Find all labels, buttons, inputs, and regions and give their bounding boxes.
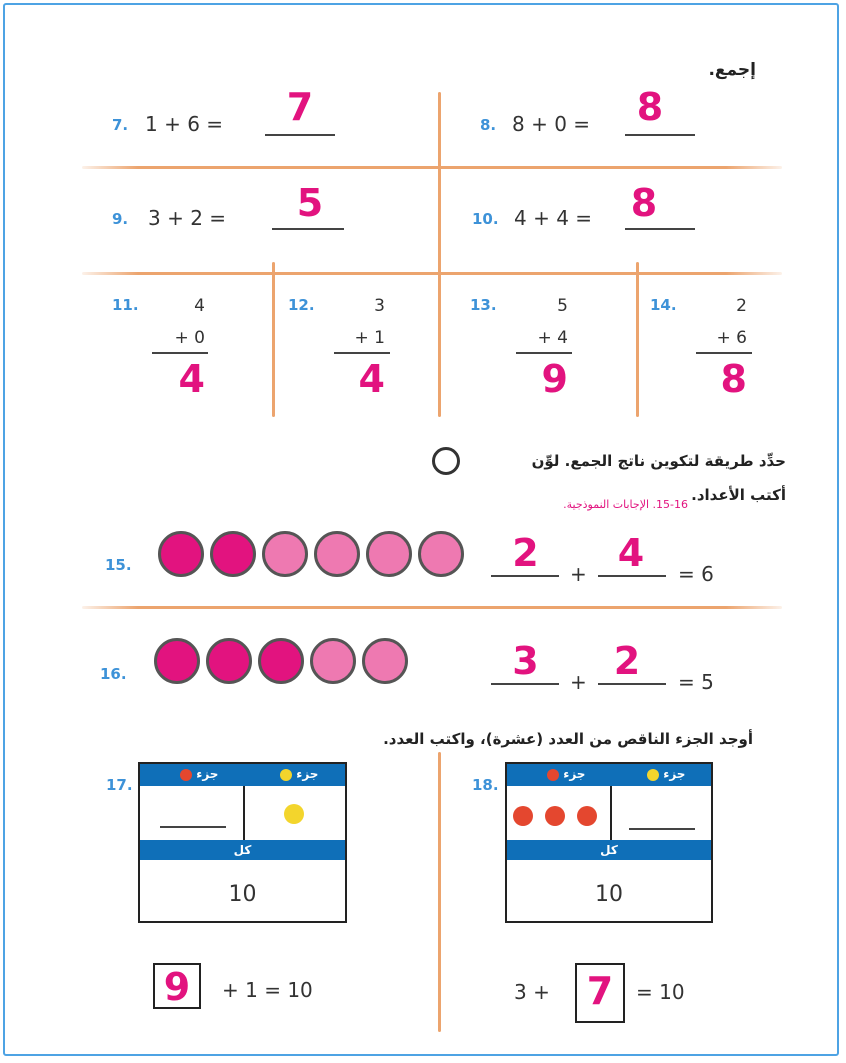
problem-14-line — [696, 352, 752, 354]
part-label-yellow: جزء — [647, 767, 685, 781]
problem-10-answer: 8 — [630, 181, 658, 225]
missing-part-instruction: أوجد الجزء الناقص من العدد (عشرة)، واكتب العدد. — [383, 730, 753, 748]
problem-9-number: 9. — [112, 210, 129, 228]
problem-9-blank — [272, 228, 344, 230]
problem-8-expression: 8 + 0 = — [512, 112, 591, 136]
problem-8-number: 8. — [480, 116, 497, 134]
problem-17-equation-rest: + 1 = 10 — [222, 978, 313, 1002]
divider-vertical-11-12 — [272, 262, 275, 417]
problem-17-number: 17. — [106, 776, 133, 794]
problem-7-number: 7. — [112, 116, 129, 134]
red-chip-icon — [547, 769, 559, 781]
problem-15-answer-a: 2 — [512, 531, 539, 575]
problem-16-answer-a: 3 — [512, 639, 539, 683]
counter-circle — [362, 638, 408, 684]
problem-16-blank-a — [491, 683, 559, 685]
divider-vertical-13-14 — [636, 262, 639, 417]
yellow-chip-icon — [647, 769, 659, 781]
counter-circle — [258, 638, 304, 684]
part-part-whole-18 — [505, 762, 713, 923]
problem-13-top: 5 — [557, 296, 568, 316]
problem-15-blank-a — [491, 575, 559, 577]
problem-10-expression: 4 + 4 = — [514, 206, 593, 230]
problem-15-blank-b — [598, 575, 666, 577]
problem-12-operand: + 1 — [354, 328, 385, 348]
counter-circle — [154, 638, 200, 684]
divider-vertical-bottom — [438, 752, 441, 1032]
whole-value: 10 — [595, 882, 623, 907]
red-chip — [545, 806, 565, 826]
problem-9-expression: 3 + 2 = — [148, 206, 227, 230]
problem-18-number: 18. — [472, 776, 499, 794]
problem-11-line — [152, 352, 208, 354]
counter-circle — [210, 531, 256, 577]
problem-16-number: 16. — [100, 665, 127, 683]
divider-vertical-top — [438, 92, 441, 270]
part-label-red: جزء — [180, 767, 218, 781]
problem-11-number: 11. — [112, 296, 139, 314]
whole-header: كل — [507, 840, 711, 860]
problem-15-total: = 6 — [678, 562, 714, 586]
part-part-whole-17 — [138, 762, 347, 923]
page-border — [3, 3, 839, 1056]
problem-15-number: 15. — [105, 556, 132, 574]
red-chip — [513, 806, 533, 826]
red-chip — [577, 806, 597, 826]
parts-header — [140, 764, 345, 786]
problem-8-answer: 8 — [636, 85, 664, 129]
counter-circle — [262, 531, 308, 577]
problem-8-blank — [625, 134, 695, 136]
problem-12-answer: 4 — [358, 357, 385, 401]
problem-13-line — [516, 352, 572, 354]
circle-icon — [432, 447, 460, 475]
problem-11-operand: + 0 — [174, 328, 205, 348]
counter-circle — [158, 531, 204, 577]
problem-10-blank — [625, 228, 695, 230]
divider-horizontal-2 — [82, 272, 782, 275]
problem-15-plus: + — [570, 562, 587, 586]
counter-circle — [366, 531, 412, 577]
problem-9-answer: 5 — [296, 181, 324, 225]
yellow-chip-icon — [280, 769, 292, 781]
whole-header: كل — [140, 840, 345, 860]
color-instruction: حدِّد طريقة لتكوين ناتج الجمع. لوِّن — [531, 452, 786, 470]
problem-10-number: 10. — [472, 210, 499, 228]
whole-value: 10 — [228, 882, 257, 907]
problem-13-answer: 9 — [541, 357, 568, 401]
problem-7-answer: 7 — [286, 85, 314, 129]
part-label-red: جزء — [547, 767, 585, 781]
problem-17-answer: 9 — [163, 965, 191, 1009]
problem-12-top: 3 — [374, 296, 385, 316]
counter-circle — [310, 638, 356, 684]
problem-11-answer: 4 — [178, 357, 205, 401]
problem-16-plus: + — [570, 670, 587, 694]
problem-16-blank-b — [598, 683, 666, 685]
counter-circle — [206, 638, 252, 684]
sample-answers-note: 15-16. الإجابات النموذجية. — [563, 498, 688, 511]
counter-circle — [418, 531, 464, 577]
part-label-yellow: جزء — [280, 767, 318, 781]
problem-11-top: 4 — [194, 296, 205, 316]
missing-part-blank — [160, 826, 226, 828]
red-chip-icon — [180, 769, 192, 781]
add-instruction: إجمع. — [708, 60, 756, 80]
problem-15-answer-b: 4 — [617, 531, 645, 575]
problem-16-total: = 5 — [678, 670, 714, 694]
problem-16-answer-b: 2 — [613, 639, 641, 683]
divider-horizontal-3 — [82, 606, 782, 609]
problem-13-number: 13. — [470, 296, 497, 314]
problem-12-number: 12. — [288, 296, 315, 314]
write-numbers-instruction: أكتب الأعداد. — [691, 486, 786, 504]
yellow-chip — [284, 804, 304, 824]
part-divider — [243, 786, 245, 840]
problem-7-blank — [265, 134, 335, 136]
problem-13-operand: + 4 — [537, 328, 568, 348]
problem-16-circles — [154, 638, 424, 688]
problem-14-answer: 8 — [720, 357, 747, 401]
divider-vertical-12-13 — [438, 262, 441, 417]
missing-part-blank — [629, 828, 695, 830]
problem-7-expression: 1 + 6 = — [145, 112, 224, 136]
problem-14-top: 2 — [736, 296, 747, 316]
problem-14-number: 14. — [650, 296, 677, 314]
problem-18-answer: 7 — [586, 969, 614, 1013]
counter-circle — [314, 531, 360, 577]
problem-18-equation-rest: = 10 — [636, 980, 685, 1004]
divider-horizontal-1 — [82, 166, 782, 169]
part-divider — [610, 786, 612, 840]
problem-15-circles — [158, 531, 478, 581]
problem-12-line — [334, 352, 390, 354]
parts-header — [507, 764, 711, 786]
problem-18-equation-prefix: 3 + — [514, 980, 550, 1004]
problem-14-operand: + 6 — [716, 328, 747, 348]
